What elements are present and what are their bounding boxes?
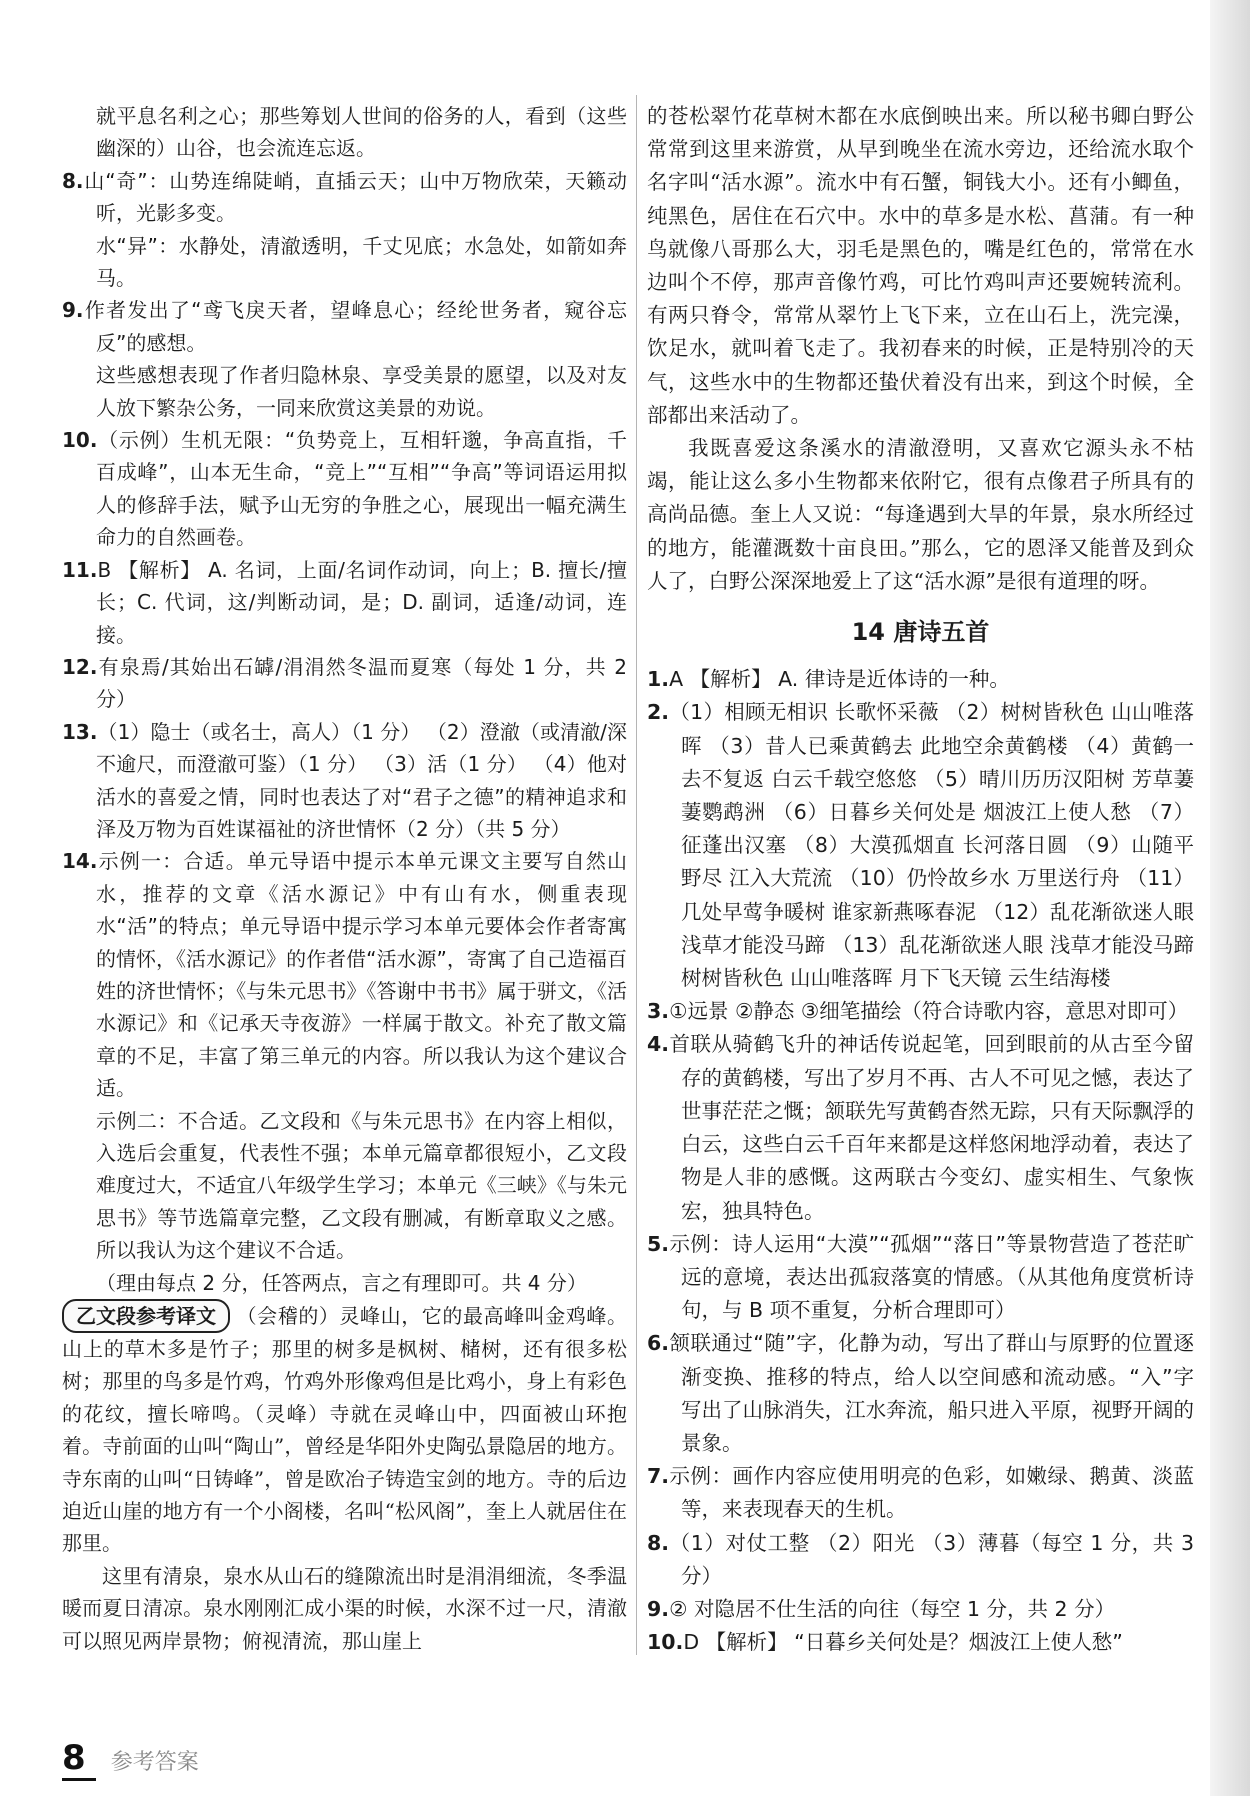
item-text: 首联从骑鹤飞升的神话传说起笔，回到眼前的从古至今留存的黄鹤楼，写出了岁月不再、古人不可见之憾，表达了世事茫茫之慨；颔联先写黄鹤杳然无踪，只有天际飘浮的白云，这些白云千百年来都是这样悠闲地浮动着，表达了物是人非的感慨。这两联古今变幻、虚实相生、气象恢宏，独具特色。 (669, 1032, 1194, 1223)
answer-item (647, 1460, 1194, 1526)
answer-item (647, 1028, 1194, 1227)
item-number: 8. (647, 1530, 670, 1555)
answer-item (62, 554, 627, 651)
item-text: 颔联通过“随”字，化静为动，写出了群山与原野的位置逐渐变换、推移的特点，给人以空间感和流动感。“入”字写出了山脉消失，江水奔流，船只进入平原，视野开阔的景象。 (669, 1331, 1194, 1455)
item-number: 13. (62, 719, 98, 744)
item-number: 10. (62, 428, 98, 453)
answer-subtext: （理由每点 2 分，任答两点，言之有理即可。共 4 分） (96, 1270, 587, 1295)
item-text: B 【解析】 A. 名词，上面/名词作动词，向上；B. 擅长/擅长；C. 代词，这/判断动词，是；D. 副词，适逢/动词，连接。 (96, 557, 627, 647)
answer-item (62, 651, 627, 716)
answer-item (647, 1228, 1194, 1328)
answer-item (647, 1593, 1194, 1626)
page-number: 8 (62, 1738, 96, 1781)
answer-item (62, 716, 627, 846)
item-number: 5. (647, 1231, 670, 1256)
translation-text: （会稽的）灵峰山，它的最高峰叫金鸡峰。山上的草木多是竹子；那里的树多是枫树、槠树，还有很多松树；那里的鸟多是竹鸡，竹鸡外形像鸡但是比鸡小，身上有彩色的花纹，擅长啼鸣。（灵峰）寺就在灵峰山中，四面被山环抱着。寺前面的山叫“陶山”，曾经是华阳外史陶弘景隐居的地方。寺东南的山叫“日铸峰”，曾是欧冶子铸造宝剑的地方。寺的后边迫近山崖的地方有一个小阁楼，名叫“松风阁”，奎上人就居住在那里。 (62, 1304, 627, 1556)
item-number: 4. (647, 1032, 670, 1057)
item-text: （1）对仗工整 （2）阳光 （3）薄暮（每空 1 分，共 3 分） (669, 1530, 1194, 1588)
item-number: 9. (62, 298, 84, 323)
item-text: 有泉焉/其始出石罅/涓涓然冬温而夏寒（每处 1 分，共 2 分） (96, 654, 627, 712)
left-column (62, 100, 627, 1657)
column-divider (636, 95, 637, 1655)
answer-item (62, 424, 627, 554)
item-number: 8. (62, 168, 84, 193)
answer-item (62, 294, 627, 359)
page-footer (62, 1738, 199, 1781)
answer-subtext: 就平息名利之心；那些筹划人世间的俗务的人，看到（这些幽深的）山谷，也会流连忘返。 (96, 104, 627, 161)
answer-item (647, 1327, 1194, 1460)
item-text: （1）隐士（或名士，高人）（1 分） （2）澄澈（或清澈/深不逾尺，而澄澈可鉴）（1 分） （3）活（1 分） （4）他对活水的喜爱之情，同时也表达了对“君子之德”的精神追求和泽及万物为百姓谋福祉的济世情怀（2 分）（共 5 分） (96, 719, 627, 841)
answer-subtext: 水“异”：水静处，清澈透明，千丈见底；水急处，如箭如奔马。 (96, 233, 627, 291)
item-text: （示例）生机无限：“负势竞上，互相轩邈，争高直指，千百成峰”，山本无生命，“竞上”“互相”“争高”等词语运用拟人的修辞手法，赋予山无穷的争胜之心，展现出一幅充满生命力的自然画卷。 (96, 428, 627, 550)
item-number: 3. (647, 999, 670, 1024)
item-text: 山“奇”：山势连绵陡峭，直插云天；山中万物欣荣，天籁动听，光影多变。 (83, 168, 627, 226)
right-column (647, 100, 1194, 1659)
item-number: 10. (647, 1630, 684, 1655)
item-number: 9. (647, 1596, 670, 1621)
item-text: 示例：诗人运用“大漠”“孤烟”“落日”等景物营造了苍茫旷远的意境，表达出孤寂落寞的情感。（从其他角度赏析诗句，与 B 项不重复，分析合理即可） (669, 1231, 1194, 1323)
item-number: 6. (647, 1331, 670, 1356)
item-text: ①远景 ②静态 ③细笔描绘（符合诗歌内容，意思对即可） (669, 999, 1189, 1024)
answer-item (647, 696, 1194, 995)
paragraph: 这里有清泉，泉水从山石的缝隙流出时是涓涓细流，冬季温暖而夏日清凉。泉水刚刚汇成小渠的时候，水深不过一尺，清澈可以照见两岸景物；俯视清流，那山崖上 (62, 1563, 627, 1653)
item-number: 7. (647, 1464, 670, 1489)
item-text: D 【解析】 “日暮乡关何处是？烟波江上使人愁” (683, 1630, 1123, 1655)
item-number: 1. (647, 667, 670, 692)
translation-label: 乙文段参考译文 (62, 1299, 230, 1333)
footer-label: 参考答案 (110, 1750, 199, 1775)
answer-item (647, 1527, 1194, 1593)
section-title: 14 唐诗五首 (851, 618, 990, 647)
answer-subtext: 示例二：不合适。乙文段和《与朱元思书》在内容上相似，入选后会重复，代表性不强；本单元篇章都很短小，乙文段难度过大，不适宜八年级学生学习；本单元《三峡》《与朱元思书》等节选篇章完整，乙文段有删减，有断章取义之感。所以我认为这个建议不合适。 (96, 1108, 627, 1263)
answer-item (647, 995, 1194, 1028)
item-text: ② 对隐居不仕生活的向往（每空 1 分，共 2 分） (669, 1596, 1116, 1621)
page-edge (1210, 0, 1250, 1796)
answer-subtext: 这些感想表现了作者归隐林泉、享受美景的愿望，以及对友人放下繁杂公务，一同来欣赏这美景的劝说。 (96, 363, 627, 420)
item-text: （1）相顾无相识 长歌怀采薇 （2）树树皆秋色 山山唯落晖 （3）昔人已乘黄鹤去 此地空余黄鹤楼 （4）黄鹤一去不复返 白云千载空悠悠 （5）晴川历历汉阳树 芳草萋萋鹦鹉洲 （6）日暮乡关何处是 烟波江上使人愁 （7）征蓬出汉塞 （8）大漠孤烟直 长河落日圆 （9）山随平野尽 江入大荒流 （10）仍怜故乡水 万里送行舟 （11）几处早莺争暖树 谁家新燕啄春泥 （12）乱花渐欲迷人眼 浅草才能没马蹄 （13）乱花渐欲迷人眼 浅草才能没马蹄 树树皆秋色 山山唯落晖 月下飞天镜 云生结海楼 (669, 700, 1194, 991)
answer-item (62, 165, 627, 230)
translation-paragraph (62, 1299, 627, 1560)
item-number: 14. (62, 849, 98, 874)
paragraph: 我既喜爱这条溪水的清澈澄明，又喜欢它源头永不枯竭，能让这么多小生物都来依附它，很有点像君子所具有的高尚品德。奎上人又说：“每逢遇到大旱的年景，泉水所经过的地方，能灌溉数十亩良田。”那么，它的恩泽又能普及到众人了，白野公深深地爱上了这“活水源”是很有道理的呀。 (647, 436, 1194, 593)
item-text: A 【解析】 A. 律诗是近体诗的一种。 (669, 667, 1010, 692)
item-number: 11. (62, 557, 98, 582)
item-text: 作者发出了“鸢飞戾天者，望峰息心；经纶世务者，窥谷忘反”的感想。 (83, 298, 627, 355)
item-number: 2. (647, 700, 670, 725)
answer-item (62, 845, 627, 1104)
paragraph: 的苍松翠竹花草树木都在水底倒映出来。所以秘书卿白野公常常到这里来游赏，从早到晚坐在流水旁边，还给流水取个名字叫“活水源”。流水中有石蟹，铜钱大小。还有小鲫鱼，纯黑色，居住在石穴中。水中的草多是水松、菖蒲。有一种鸟就像八哥那么大，羽毛是黑色的，嘴是红色的，常常在水边叫个不停，那声音像竹鸡，可比竹鸡叫声还要婉转流利。有两只脊令，常常从翠竹上飞下来，立在山石上，洗完澡，饮足水，就叫着飞走了。我初春来的时候，正是特别冷的天气，这些水中的生物都还蛰伏着没有出来，到这个时候，全部都出来活动了。 (647, 104, 1194, 427)
answer-item (647, 663, 1194, 696)
item-text: 示例一：合适。单元导语中提示本单元课文主要写自然山水，推荐的文章《活水源记》中有山有水，侧重表现水“活”的特点；单元导语中提示学习本单元要体会作者寄寓的情怀，《活水源记》的作者借“活水源”，寄寓了自己造福百姓的济世情怀；《与朱元思书》《答谢中书书》属于骈文，《活水源记》和《记承天寺夜游》一样属于散文。补充了散文篇章的不足，丰富了第三单元的内容。所以我认为这个建议合适。 (96, 849, 627, 1101)
answer-item (647, 1626, 1194, 1659)
item-number: 12. (62, 654, 98, 679)
item-text: 示例：画作内容应使用明亮的色彩，如嫩绿、鹅黄、淡蓝等，来表现春天的生机。 (669, 1464, 1194, 1522)
